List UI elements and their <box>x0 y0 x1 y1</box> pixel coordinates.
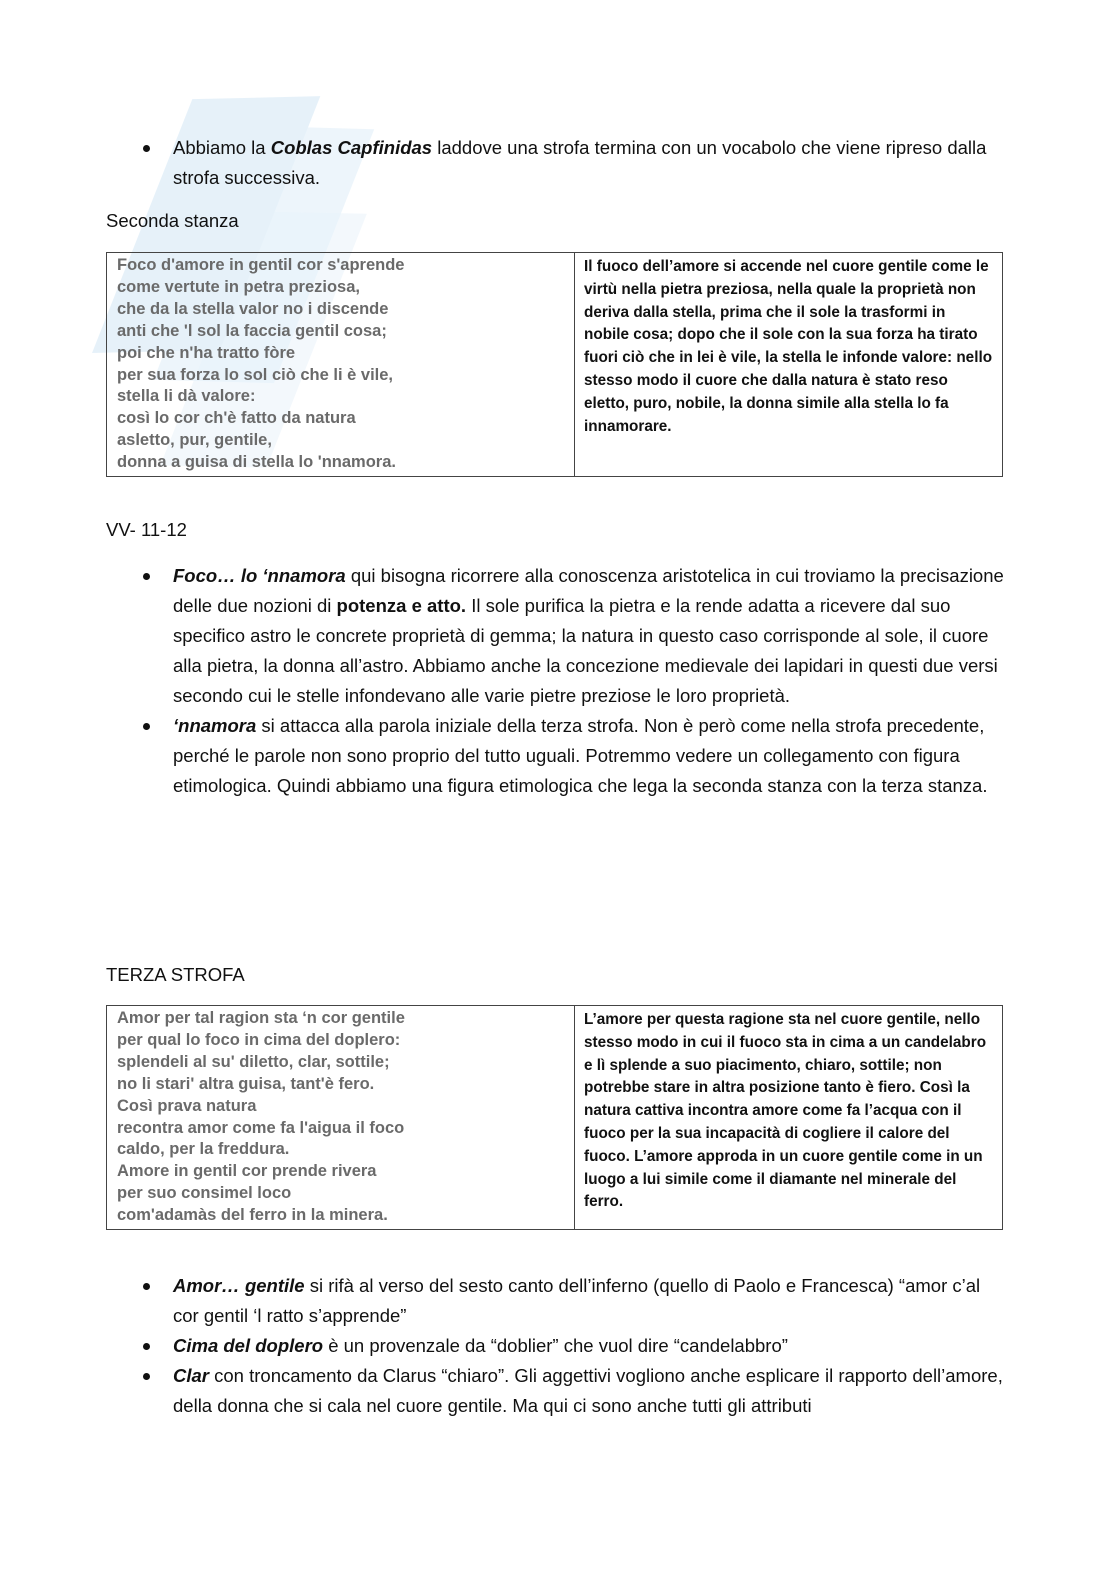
original-verse-cell <box>107 253 575 477</box>
verses-heading: VV- 11-12 <box>106 519 187 540</box>
verse-line: per suo consimel loco <box>117 1184 292 1203</box>
emphasis-text: Amor… gentile <box>173 1275 305 1296</box>
verse-table-terza-strofa <box>106 1005 1003 1230</box>
original-verse-cell <box>107 1006 575 1230</box>
paragraph-text: laddove una strofa termina con un vocabolo che viene ripreso dalla strofa successiva. <box>173 137 987 188</box>
bullet-list-top <box>0 133 1116 193</box>
emphasis-text: ‘nnamora <box>173 715 257 736</box>
bullet-icon <box>143 1373 150 1380</box>
verse-line: stella li dà valore: <box>117 387 256 406</box>
verse-line: Foco d'amore in gentil cor s'aprende <box>117 256 405 274</box>
bullet-icon <box>143 1283 150 1290</box>
paragraph-text: Abbiamo la <box>173 137 271 158</box>
translation-cell: Il fuoco dell’amore si accende nel cuore gentile come le virtù nella pietra preziosa, nella quale la proprietà non deriva dalla stella, prima che il sole la trasformi in nobile cosa; dopo che il sole con la sua forza ha tirato fuori ciò che in lei è vile, la stella le infonde valore: nello stesso modo il cuore che dalla natura è stato reso eletto, puro, nobile, la donna simile alla stella lo fa innamorare. <box>575 253 1003 477</box>
verse-line: caldo, per la freddura. <box>117 1140 290 1159</box>
list-item <box>0 133 1116 193</box>
verse-line: com'adamàs del ferro in la minera. <box>117 1206 388 1225</box>
bullet-icon <box>143 1343 150 1350</box>
paragraph-text: con troncamento da Clarus “chiaro”. Gli aggettivi vogliono anche esplicare il rapporto dell’amore, della donna che si cala nel cuore gentile. Ma qui ci sono anche tutti gli attributi <box>173 1365 1003 1416</box>
bullet-icon <box>143 723 150 730</box>
verse-line: per qual lo foco in cima del doplero: <box>117 1030 401 1049</box>
verse-line: così lo cor ch'è fatto da natura <box>117 409 356 428</box>
bullet-icon <box>143 145 150 152</box>
verse-line: donna a guisa di stella lo 'nnamora. <box>117 453 396 472</box>
list-item <box>0 1331 1116 1361</box>
emphasis-text: Cima del doplero <box>173 1335 324 1356</box>
list-item <box>0 1361 1116 1421</box>
emphasis-text: potenza e atto. <box>336 595 467 616</box>
bullet-icon <box>143 573 150 580</box>
paragraph-text: Il sole purifica la pietra e la rende adatta a ricevere dal suo specifico astro le concrete proprietà di gemma; la natura in questo caso corrisponde al sole, il cuore alla pietra, la donna all’astro. Abbiamo anche la concezione medievale dei lapidari in questi due versi secondo cui le stelle infondevano alle varie pietre preziose le loro proprietà. <box>173 595 998 706</box>
bullet-list-bottom <box>0 1271 1116 1421</box>
paragraph-text: è un provenzale da “doblier” che vuol dire “candelabbro” <box>323 1335 788 1356</box>
bullet-list-middle <box>0 561 1116 801</box>
verse-line: splendeli al su' diletto, clar, sottile; <box>117 1052 390 1071</box>
list-item <box>0 711 1116 801</box>
paragraph-text: qui bisogna ricorrere alla conoscenza aristotelica in cui troviamo la precisazione delle due nozioni di <box>173 565 1004 616</box>
verse-line: recontra amor come fa l'aigua il foco <box>117 1118 405 1137</box>
verse-line: anti che 'l sol la faccia gentil cosa; <box>117 321 387 340</box>
verse-line: asletto, pur, gentile, <box>117 431 272 450</box>
paragraph-text: si rifà al verso del sesto canto dell’inferno (quello di Paolo e Francesca) “amor c’al cor gentil ‘l ratto s’apprende” <box>173 1275 981 1326</box>
translation-cell: L’amore per questa ragione sta nel cuore gentile, nello stesso modo in cui il fuoco sta in cima a un candelabro e lì splende a suo piacimento, chiaro, sottile; non potrebbe stare in altra posizione tanto è fiero. Così la natura cattiva incontra amore come fa l’acqua con il fuoco per la sua incapacità di cogliere il calore del fuoco. L’amore approda in un cuore gentile come in un luogo a lui simile come il diamante nel minerale del ferro. <box>575 1006 1003 1230</box>
paragraph-text: si attacca alla parola iniziale della terza strofa. Non è però come nella strofa precedente, perché le parole non sono proprio del tutto uguali. Potremmo vedere un collegamento con figura etimologica. Quindi abbiamo una figura etimologica che lega la seconda stanza con la terza stanza. <box>173 715 988 796</box>
section-heading-seconda-stanza: Seconda stanza <box>106 210 239 231</box>
emphasis-text: Coblas Capfinidas <box>270 137 433 158</box>
verse-line: poi che n'ha tratto fòre <box>117 343 296 362</box>
emphasis-text: Clar <box>173 1365 209 1386</box>
verse-line: Così prava natura <box>117 1096 257 1115</box>
list-item <box>0 561 1116 711</box>
verse-line: che da la stella valor no i discende <box>117 299 389 318</box>
verse-table-seconda-stanza <box>106 252 1003 477</box>
list-item <box>0 1271 1116 1331</box>
verse-line: Amore in gentil cor prende rivera <box>117 1162 377 1181</box>
verse-line: come vertute in petra preziosa, <box>117 277 360 296</box>
verse-line: Amor per tal ragion sta ‘n cor gentile <box>117 1009 405 1027</box>
verse-line: per sua forza lo sol ciò che li è vile, <box>117 365 394 384</box>
verse-line: no li stari' altra guisa, tant'è fero. <box>117 1074 375 1093</box>
emphasis-text: Foco… lo ‘nnamora <box>173 565 346 586</box>
section-heading-terza-strofa: TERZA STROFA <box>106 964 245 985</box>
